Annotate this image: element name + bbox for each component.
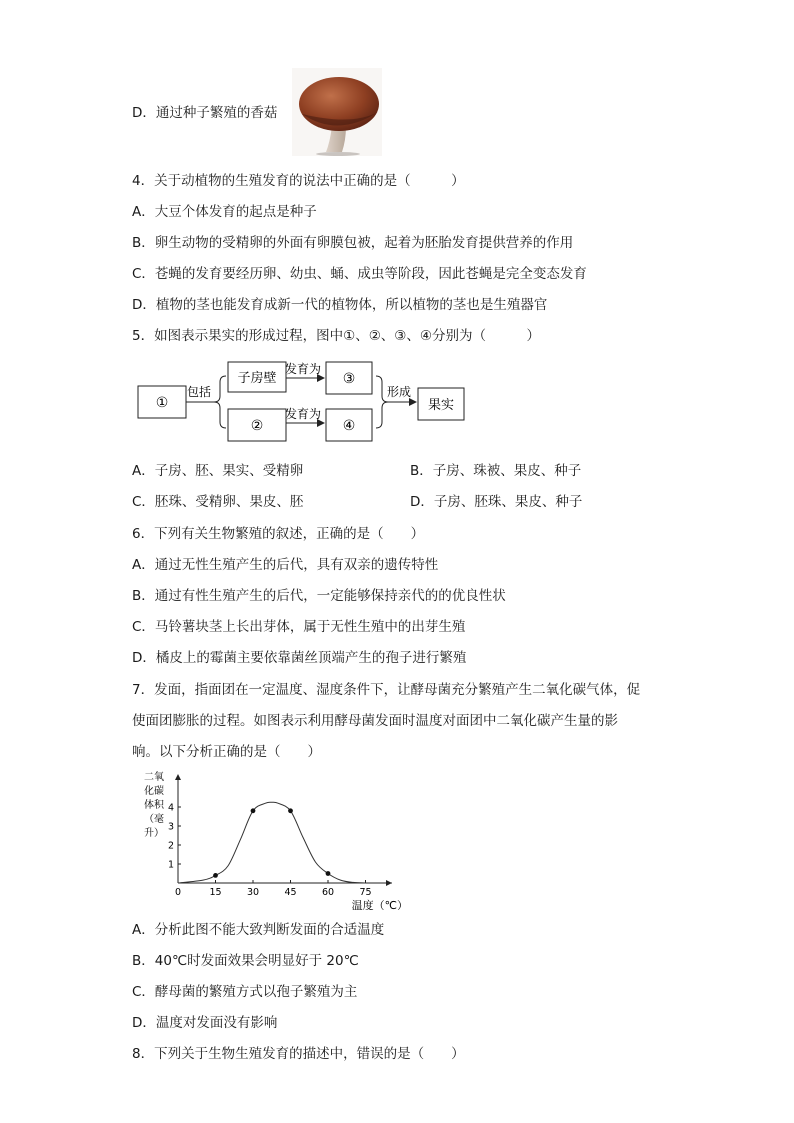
x-tick-label: 45 (284, 887, 297, 898)
q7-option-a: A．分析此图不能大致判断发面的合适温度 (132, 922, 385, 938)
data-point (288, 808, 293, 813)
q3-option-d: D．通过种子繁殖的香菇 (132, 105, 278, 121)
ovary-wall-label: 子房壁 (237, 371, 277, 386)
q6-stem: 6．下列有关生物繁殖的叙述，正确的是（ ） (132, 526, 425, 542)
q5-option-b: B．子房、珠被、果皮、种子 (410, 463, 582, 479)
y-tick-label: 4 (167, 802, 174, 814)
q5-option-a: A．子房、胚、果实、受精卵 (132, 463, 304, 479)
q4-option-b: B．卵生动物的受精卵的外面有卵膜包被，起着为胚胎发育提供营养的作用 (132, 235, 574, 251)
x-tick-label: 60 (321, 887, 335, 898)
include-label: 包括 (187, 385, 212, 399)
y-axis-label (144, 770, 165, 839)
include-brace (214, 376, 226, 428)
q6-option-d: D．橘皮上的霉菌主要依靠菌丝顶端产生的孢子进行繁殖 (132, 650, 467, 666)
q7-stem-line-3: 响。以下分析正确的是（ ） (132, 744, 321, 760)
x-axis-arrow (386, 880, 392, 886)
y-axis-label-line: （毫 (144, 814, 164, 825)
box-1-label: ① (155, 395, 169, 411)
y-axis-label-line: 升） (144, 828, 164, 839)
data-point (251, 808, 256, 813)
y-tick-label: 2 (167, 840, 174, 852)
y-axis-label-line: 体积 (144, 800, 164, 811)
x-tick-label: 30 (246, 887, 260, 898)
form-label: 形成 (387, 385, 412, 399)
data-point (326, 871, 331, 876)
q4-option-c: C．苍蝇的发育要经历卵、幼虫、蛹、成虫等阶段，因此苍蝇是完全变态发育 (132, 266, 587, 282)
q7-stem-line-1: 7．发面，指面团在一定温度、湿度条件下，让酵母菌充分繁殖产生二氧化碳气体，促 (132, 682, 641, 698)
x-tick-label: 15 (209, 887, 222, 898)
q5-option-c: C．胚珠、受精卵、果皮、胚 (132, 494, 304, 510)
q4-stem: 4．关于动植物的生殖发育的说法中正确的是（ ） (132, 173, 465, 189)
data-point (213, 873, 218, 878)
mushroom-image (292, 68, 382, 156)
q4-option-d: D．植物的茎也能发育成新一代的植物体，所以植物的茎也是生殖器官 (132, 297, 548, 313)
q6-option-c: C．马铃薯块茎上长出芽体，属于无性生殖中的出芽生殖 (132, 619, 466, 635)
q6-option-a: A．通过无性生殖产生的后代，具有双亲的遗传特性 (132, 557, 439, 573)
box-3-label: ③ (342, 371, 356, 387)
q4-option-a: A．大豆个体发育的起点是种子 (132, 204, 317, 220)
y-axis-label-line: 化碳 (144, 786, 164, 797)
x-tick-label: 0 (174, 887, 182, 898)
x-axis-label: 温度（℃） (351, 899, 408, 910)
form-brace (376, 376, 388, 428)
x-tick-label: 75 (359, 887, 372, 898)
fruit-label: 果实 (427, 398, 455, 413)
q7-option-c: C．酵母菌的繁殖方式以孢子繁殖为主 (132, 984, 358, 1000)
box-4-label: ④ (342, 418, 356, 434)
q5-option-d: D．子房、胚珠、果皮、种子 (410, 494, 583, 510)
q7-option-b: B．40℃时发面效果会明显好于 20℃ (132, 953, 359, 969)
q5-stem: 5．如图表示果实的形成过程，图中①、②、③、④分别为（ ） (132, 328, 540, 344)
q7-option-d: D．温度对发面没有影响 (132, 1015, 278, 1031)
y-axis-label-line: 二氧 (144, 772, 164, 783)
fruit-formation-diagram (130, 356, 470, 448)
q6-option-b: B．通过有性生殖产生的后代，一定能够保持亲代的的优良性状 (132, 588, 506, 604)
y-tick-label: 1 (167, 859, 174, 871)
develop-label-1: 发育为 (285, 362, 322, 376)
q7-stem-line-2: 使面团膨胀的过程。如图表示利用酵母菌发面时温度对面团中二氧化碳产生量的影 (132, 713, 618, 729)
y-axis-arrow (175, 774, 181, 780)
develop-label-2: 发育为 (285, 407, 322, 421)
co2-curve (178, 802, 366, 883)
y-tick-label: 3 (167, 821, 174, 833)
co2-temperature-chart (140, 770, 410, 910)
q8-stem: 8．下列关于生物生殖发育的描述中，错误的是（ ） (132, 1046, 465, 1062)
box-2-label: ② (250, 418, 264, 434)
